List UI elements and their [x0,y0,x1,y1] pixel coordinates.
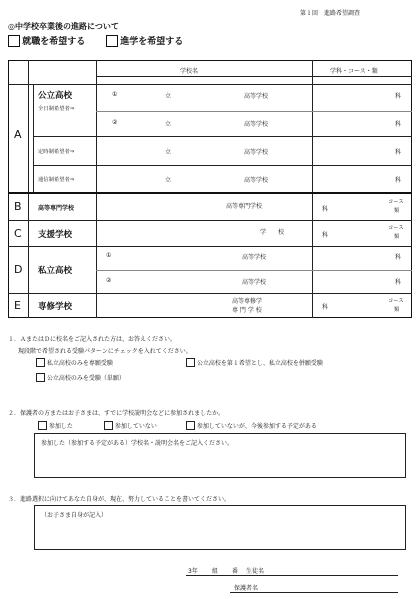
student-name-line[interactable] [186,575,398,576]
q1-line2: 現段階で希望される受験パターンにチェックを入れてください。 [18,348,192,355]
q1-option-1-label: 私立高校のみを専願受験 [46,360,113,367]
category-a-name: 公立高校 [38,91,73,101]
row-d1-koko: 高等学校 [242,254,267,261]
q2-option-3[interactable] [186,421,317,430]
q1-option-3[interactable] [36,373,125,382]
category-e-name: 専修学校 [38,302,73,312]
category-d-name: 私立高校 [38,266,73,276]
further-education-label: 進学を希望する [120,37,184,47]
q3-answer-box[interactable] [34,505,406,550]
row-a4-koko: 高等学校 [244,177,269,184]
row-b-course: コース [388,199,404,205]
survey-title: 第１回 進路希望調査 [300,10,361,17]
row-e-course: コース [388,298,404,304]
row-a2-koko: 高等学校 [244,121,269,128]
row-e-senshu2: 専 門 学 校 [232,307,262,314]
q2-line1: ２．保護者の方またはお子さまは、すでに学校説明会などに参加されましたか。 [8,410,225,417]
number-label: 番 [232,568,239,575]
row-a3-koko: 高等学校 [244,149,269,156]
q2-checkbox-3[interactable] [186,421,195,430]
category-b-name: 高等専門学校 [38,205,75,212]
row-c-course: コース [388,225,404,231]
fulltime-label: 全日制希望者⇒ [38,106,75,112]
category-b-letter: B [14,200,22,213]
q1-checkbox-3[interactable] [36,373,45,382]
row-a2-ritsu: 立 [165,121,172,128]
row-a2-mark: ② [112,119,118,126]
row-c-gakko: 学 校 [260,229,285,236]
q2-answer-box[interactable] [34,433,406,478]
row-b-rui: 類 [394,208,400,214]
employment-checkbox[interactable] [8,35,20,47]
row-a4-ritsu: 立 [165,177,172,184]
row-e-rui: 類 [394,307,400,313]
q2-checkbox-2[interactable] [104,421,113,430]
q3-box-label: （お子さま自身が記入） [41,512,108,519]
category-d-letter: D [14,263,23,276]
q2-option-1-label: 参加した [48,423,73,430]
parttime-label: 定時制希望者⇒ [38,149,75,155]
correspondence-label: 通信制希望者⇒ [38,177,75,183]
q2-option-3-label: 参加していないが、今後参加する予定がある [196,423,317,430]
row-d2-koko: 高等学校 [242,279,267,286]
q1-checkbox-1[interactable] [36,358,45,367]
employment-label: 就職を希望する [22,37,86,47]
further-education-checkbox[interactable] [106,35,118,47]
col-dept: 学科・コース・類 [330,68,378,75]
row-e-ka: 科 [322,304,329,311]
row-a3-ka: 科 [395,149,402,156]
q2-option-2[interactable] [104,421,157,430]
col-school-name: 学校名 [180,68,199,75]
row-d2-mark: ② [106,277,112,284]
q2-option-2-label: 参加していない [114,423,157,430]
guardian-name-line[interactable] [230,592,398,593]
category-e-letter: E [14,299,21,312]
class-label: 組 [212,568,219,575]
form-title: ◎中学校卒業後の進路について [8,22,119,31]
category-a-letter: A [14,128,22,141]
row-b-ka: 科 [322,206,329,213]
q2-option-1[interactable] [38,421,73,430]
q1-option-1[interactable] [36,358,113,367]
row-a3-ritsu: 立 [165,149,172,156]
row-e-senshu1: 高等専修学 [232,298,263,305]
row-a1-koko: 高等学校 [244,93,269,100]
row-d1-mark: ① [106,252,112,259]
q1-option-3-label: 公立高校のみを受験（単願） [46,375,125,382]
row-b-kosen: 高等専門学校 [226,203,263,210]
grade-label: 3年 [188,568,198,575]
row-a1-ritsu: 立 [165,93,172,100]
row-d2-ka: 科 [395,279,402,286]
q1-checkbox-2[interactable] [186,358,195,367]
q1-option-2[interactable] [186,358,323,367]
row-a4-ka: 科 [395,177,402,184]
option-employment[interactable] [8,34,85,47]
guardian-name-label: 保護者名 [234,585,259,592]
q1-line1: １．ＡまたはＤに校名をご記入された方は、お答えください。 [8,336,177,343]
option-further-education[interactable] [106,34,183,47]
q3-line1: ３．進路選択に向けてあなた自身が、現在、努力していることを書いてください。 [8,496,231,503]
category-c-letter: C [14,227,22,240]
q1-option-2-label: 公立高校を第１希望とし、私立高校を併願受験 [196,360,323,367]
row-c-ka: 科 [322,232,329,239]
q2-checkbox-1[interactable] [38,421,47,430]
q2-box-label: 参加した（参加する予定がある）学校名・説明会名をご記入ください。 [41,440,234,447]
row-a1-mark: ① [112,91,118,98]
row-c-rui: 類 [394,234,400,240]
category-c-name: 支援学校 [38,230,73,240]
row-a1-ka: 科 [395,93,402,100]
row-a2-ka: 科 [395,121,402,128]
student-name-label: 生徒名 [246,568,265,575]
row-d1-ka: 科 [395,254,402,261]
